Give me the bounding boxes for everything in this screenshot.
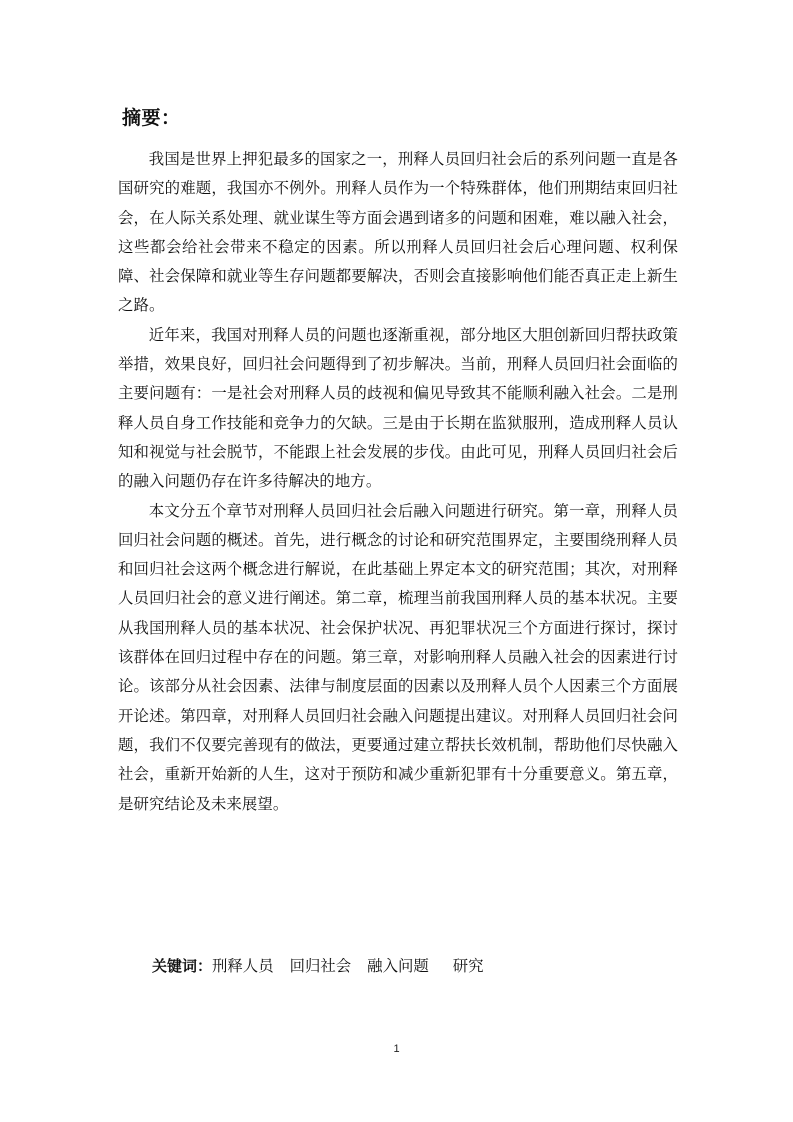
page-number: 1	[393, 1043, 400, 1055]
abstract-paragraph-2: 近年来，我国对刑释人员的问题也逐渐重视，部分地区大胆创新回归帮扶政策举措，效果良好，回归社会问题得到了初步解决。当前，刑释人员回归社会面临的主要问题有：一是社会对刑释人员的歧视和偏见导致其不能顺利融入社会。二是刑释人员自身工作技能和竞争力的欠缺。三是由于长期在监狱服刑，造成刑释人员认知和视觉与社会脱节，不能跟上社会发展的步伐。由此可见，刑释人员回归社会后的融入问题仍存在许多待解决的地方。	[118, 325, 678, 491]
abstract-heading: 摘要：	[122, 107, 181, 129]
keyword-item: 回归社会	[289, 957, 352, 975]
keyword-item: 研究	[452, 957, 484, 975]
abstract-paragraph-3: 本文分五个章节对刑释人员回归社会后融入问题进行研究。第一章，刑释人员回归社会问题的概述。首先，进行概念的讨论和研究范围界定，主要围绕刑释人员和回归社会这两个概念进行解说，在此基础上界定本文的研究范围；其次，对刑释人员回归社会的意义进行阐述。第二章，梳理当前我国刑释人员的基本状况。主要从我国刑释人员的基本状况、社会保护状况、再犯罪状况三个方面进行探讨，探讨该群体在回归过程中存在的问题。第三章，对影响刑释人员融入社会的因素进行讨论。该部分从社会因素、法律与制度层面的因素以及刑释人员个人因素三个方面展开论述。第四章，对刑释人员回归社会融入问题提出建议。对刑释人员回归社会问题，我们不仅要完善现有的做法，更要通过建立帮扶长效机制，帮助他们尽快融入社会，重新开始新的人生，这对于预防和减少重新犯罪有十分重要意义。第五章，是研究结论及未来展望。	[118, 501, 678, 813]
abstract-body	[118, 145, 678, 819]
keyword-item: 刑释人员	[212, 957, 274, 975]
keywords-line	[152, 956, 484, 976]
keyword-item: 融入问题	[367, 957, 429, 975]
abstract-paragraph-1: 我国是世界上押犯最多的国家之一，刑释人员回归社会后的系列问题一直是各国研究的难题，我国亦不例外。刑释人员作为一个特殊群体，他们刑期结束回归社会，在人际关系处理、就业谋生等方面会遇到诸多的问题和困难，难以融入社会，这些都会给社会带来不稳定的因素。所以刑释人员回归社会后心理问题、权利保障、社会保障和就业等生存问题都要解决，否则会直接影响他们能否真正走上新生之路。	[118, 150, 678, 315]
keywords-label: 关键词：	[152, 957, 213, 975]
